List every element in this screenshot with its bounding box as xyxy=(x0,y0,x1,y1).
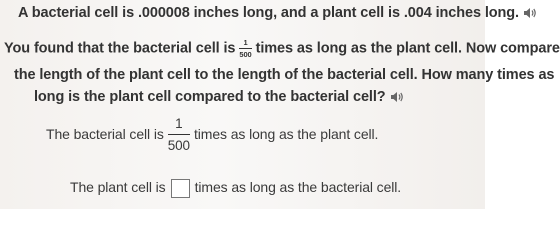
statement-line xyxy=(46,116,378,154)
fraction-bar xyxy=(168,134,190,135)
problem-text-2a: You found that the bacterial cell is xyxy=(4,40,236,57)
problem-line-4 xyxy=(34,88,404,106)
problem-text-2b: times as long as the plant cell. Now compare xyxy=(255,40,560,57)
fraction-denominator: 500 xyxy=(167,138,190,154)
fraction-numerator: 1 xyxy=(243,38,248,47)
fraction-one-over-500 xyxy=(168,116,190,154)
problem-text-4: long is the plant cell compared to the bacterial cell? xyxy=(34,89,386,105)
problem-text-3: the length of the plant cell to the length of the bacterial cell. How many times as xyxy=(14,67,555,83)
answer-line xyxy=(70,178,401,198)
answer-text-after: times as long as the bacterial cell. xyxy=(194,179,402,195)
problem-line-3 xyxy=(14,66,554,84)
answer-text-before: The plant cell is xyxy=(70,179,166,195)
fraction-denominator: 500 xyxy=(239,50,252,60)
statement-text-before: The bacterial cell is xyxy=(46,125,164,142)
problem-line-2 xyxy=(4,38,560,59)
answer-input-box[interactable] xyxy=(171,179,190,198)
speaker-icon[interactable] xyxy=(390,91,404,103)
fraction-bar xyxy=(239,48,251,49)
problem-line-1 xyxy=(18,4,537,22)
fraction-numerator: 1 xyxy=(175,116,183,131)
fraction-one-over-500-small xyxy=(239,38,251,59)
problem-text-1: A bacterial cell is .000008 inches long, and a plant cell is .004 inches long. xyxy=(18,5,519,21)
speaker-icon[interactable] xyxy=(523,7,537,19)
statement-text-after: times as long as the plant cell. xyxy=(193,125,379,142)
